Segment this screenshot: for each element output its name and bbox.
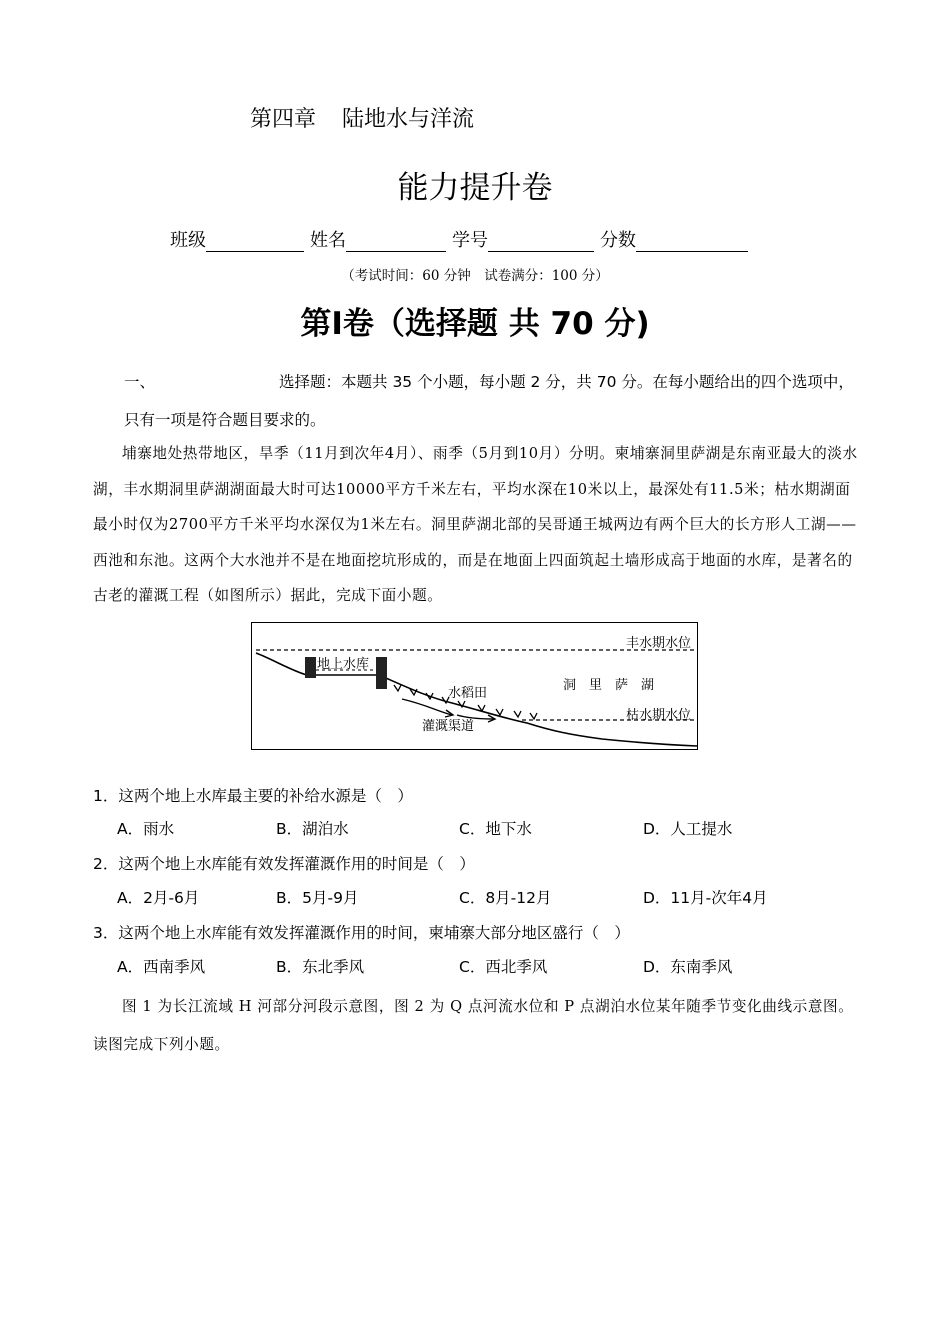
- paper-title: 能力提升卷: [397, 170, 553, 206]
- question-1-option-a[interactable]: A．雨水: [117, 820, 175, 838]
- question-1-stem: 1．这两个地上水库最主要的补给水源是（ ）: [93, 787, 413, 805]
- chapter-number: 第四章: [250, 107, 317, 132]
- irrigation-diagram: [252, 623, 699, 751]
- exam-note: （考试时间：60 分钟 试卷满分：100 分）: [341, 268, 609, 284]
- question-3-stem: 3．这两个地上水库能有效发挥灌溉作用的时间，柬埔寨大部分地区盛行（ ）: [93, 924, 630, 942]
- irrigation-figure: [251, 622, 698, 750]
- section-title: 第I卷（选择题 共 70 分): [300, 306, 650, 342]
- question-2-option-b[interactable]: B．5月-9月: [276, 889, 359, 907]
- class-label: 班级: [170, 230, 206, 251]
- high-water-label: 丰水期水位: [626, 636, 692, 651]
- name-label: 姓名: [310, 230, 346, 251]
- passage-1: 埔寨地处热带地区，旱季（11月到次年4月）、雨季（5月到10月）分明。柬埔寨洞里萨湖是东南亚最大的淡水湖，丰水期洞里萨湖湖面最大时可达10000平方千米左右，平均水深在10米以上，最深处有11.5米；枯水期湖面最小时仅为2700平方千米平均水深仅为1米左右。洞里萨湖北部的吴哥通王城两边有两个巨大的长方形人工湖——西池和东池。这两个大水池并不是在地面挖坑形成的，而是在地面上四面筑起土墙形成高于地面的水库，是著名的古老的灌溉工程（如图所示）据此，完成下面小题。: [93, 445, 858, 604]
- question-1-option-d[interactable]: D．人工提水: [643, 820, 733, 838]
- class-blank[interactable]: [206, 233, 304, 252]
- instructions-line-1: [124, 370, 854, 392]
- reservoir-wall-right: [376, 657, 387, 689]
- id-label: 学号: [452, 230, 488, 251]
- lake-label: 洞 里 萨 湖: [563, 678, 655, 693]
- paddy-label: 水稻田: [448, 686, 488, 701]
- question-1-option-b[interactable]: B．湖泊水: [276, 820, 349, 838]
- low-water-label: 枯水期水位: [626, 708, 692, 723]
- question-2-option-a[interactable]: A．2月-6月: [117, 889, 200, 907]
- id-blank[interactable]: [488, 233, 594, 252]
- chapter-title: 陆地水与洋流: [342, 107, 475, 132]
- chapter-heading: [250, 102, 474, 133]
- passage-2: 图 1 为长江流域 H 河部分河段示意图，图 2 为 Q 点河流水位和 P 点湖泊水位某年随季节变化曲线示意图。读图完成下列小题。: [93, 998, 854, 1053]
- score-label: 分数: [600, 230, 636, 251]
- score-blank[interactable]: [636, 233, 748, 252]
- question-2-option-c[interactable]: C．8月-12月: [459, 889, 552, 907]
- question-3-option-a[interactable]: A．西南季风: [117, 958, 206, 976]
- student-info-line: [170, 226, 754, 252]
- instructions-line-2: 只有一项是符合题目要求的。: [124, 411, 326, 429]
- name-blank[interactable]: [346, 233, 446, 252]
- question-3-option-b[interactable]: B．东北季风: [276, 958, 365, 976]
- reservoir-label: 地上水库: [317, 657, 370, 672]
- question-1-option-c[interactable]: C．地下水: [459, 820, 532, 838]
- question-3-option-d[interactable]: D．东南季风: [643, 958, 733, 976]
- question-2-stem: 2．这两个地上水库能有效发挥灌溉作用的时间是（ ）: [93, 855, 475, 873]
- instructions-number: 一、: [124, 373, 156, 391]
- canal-label: 灌溉渠道: [422, 719, 475, 734]
- reservoir-wall-left: [305, 657, 316, 678]
- question-3-option-c[interactable]: C．西北季风: [459, 958, 548, 976]
- question-2-option-d[interactable]: D．11月-次年4月: [643, 889, 768, 907]
- instructions-text: 选择题：本题共 35 个小题，每小题 2 分，共 70 分。在每小题给出的四个选项中，: [279, 373, 854, 391]
